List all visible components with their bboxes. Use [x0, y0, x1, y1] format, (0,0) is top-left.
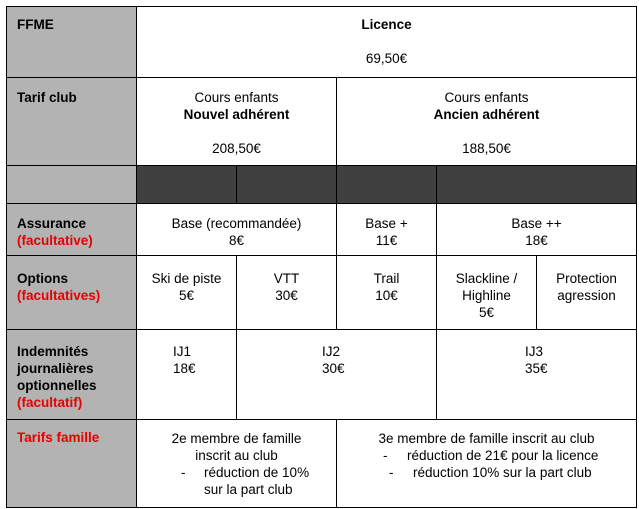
indemnites-line1: Indemnités [17, 344, 89, 359]
famille-second-cell [136, 419, 337, 508]
separator-label-cell [6, 165, 137, 204]
options-note: (facultatives) [17, 288, 101, 303]
nouvel-line2: Nouvel adhérent [183, 107, 290, 122]
option-protection-cell [536, 255, 637, 330]
famille-third-dash1: - [383, 448, 388, 463]
option-protection-name2: agression [557, 288, 616, 303]
assurance-base-plusplus-name: Base ++ [511, 216, 562, 231]
ij1-name: IJ1 [173, 344, 192, 359]
famille-second-line2: inscrit au club [195, 448, 278, 463]
assurance-label: Assurance [17, 216, 87, 231]
famille-second-bullet1b: sur la part club [204, 482, 293, 497]
ffme-label: FFME [17, 17, 54, 32]
option-ski-name: Ski de piste [151, 271, 222, 286]
assurance-base-price: 8€ [228, 233, 245, 248]
ij1-cell [136, 329, 237, 420]
separator-cell-4 [436, 165, 637, 204]
ancien-adherent-cell [336, 77, 637, 166]
tarif-club-label-cell [6, 77, 137, 166]
famille-second-line1: 2e membre de famille [171, 431, 302, 446]
indemnites-line2: journalières [17, 361, 94, 376]
ancien-line2: Ancien adhérent [433, 107, 540, 122]
option-vtt-name: VTT [273, 271, 300, 286]
option-protection-name: Protection [556, 271, 617, 286]
assurance-base-name: Base (recommandée) [171, 216, 302, 231]
assurance-base-cell [136, 203, 337, 256]
assurance-base-plusplus-price: 18€ [525, 233, 548, 248]
assurance-base-plus-name: Base + [365, 216, 408, 231]
ancien-line1: Cours enfants [444, 90, 529, 105]
ij3-price: 35€ [525, 361, 548, 376]
assurance-label-cell [6, 203, 137, 256]
tarif-club-label: Tarif club [17, 90, 77, 105]
indemnites-label-cell [6, 329, 137, 420]
separator-cell-1 [136, 165, 237, 204]
option-trail-cell [336, 255, 437, 330]
option-ski-price: 5€ [178, 288, 195, 303]
ij2-name: IJ2 [322, 344, 341, 359]
assurance-base-plusplus-cell [436, 203, 637, 256]
indemnites-note: (facultatif) [17, 395, 83, 410]
separator-cell-2 [236, 165, 337, 204]
famille-third-bullet1: réduction de 21€ pour la licence [407, 448, 599, 463]
ancien-price: 188,50€ [462, 141, 511, 156]
famille-third-cell [336, 419, 637, 508]
licence-cell [136, 6, 637, 78]
options-label: Options [17, 271, 68, 286]
option-vtt-price: 30€ [275, 288, 298, 303]
assurance-base-plus-cell [336, 203, 437, 256]
licence-price: 69,50€ [365, 51, 408, 66]
option-trail-price: 10€ [375, 288, 398, 303]
ij3-name: IJ3 [525, 344, 544, 359]
famille-second-dash: - [181, 465, 186, 480]
ij2-price: 30€ [322, 361, 345, 376]
famille-second-bullet1: réduction de 10% [204, 465, 310, 480]
ij3-cell [436, 329, 637, 420]
options-label-cell [6, 255, 137, 330]
nouvel-price: 208,50€ [212, 141, 261, 156]
ffme-label-cell [6, 6, 137, 78]
famille-label-cell [6, 419, 137, 508]
nouvel-line1: Cours enfants [194, 90, 279, 105]
licence-title: Licence [361, 17, 412, 32]
famille-third-line1: 3e membre de famille inscrit au club [378, 431, 595, 446]
famille-third-bullet2: réduction 10% sur la part club [413, 465, 592, 480]
ij2-cell [236, 329, 437, 420]
indemnites-line3: optionnelles [17, 378, 97, 393]
option-ski-cell [136, 255, 237, 330]
option-vtt-cell [236, 255, 337, 330]
option-slackline-cell [436, 255, 537, 330]
famille-third-dash2: - [389, 465, 394, 480]
option-slackline-price: 5€ [478, 305, 495, 320]
assurance-note: (facultative) [17, 233, 93, 248]
assurance-base-plus-price: 11€ [375, 233, 398, 248]
option-trail-name: Trail [373, 271, 400, 286]
option-slackline-name2: Highline [462, 288, 511, 303]
option-slackline-name: Slackline / [455, 271, 518, 286]
famille-label: Tarifs famille [17, 430, 100, 445]
ij1-price: 18€ [173, 361, 196, 376]
separator-cell-3 [336, 165, 437, 204]
nouvel-adherent-cell [136, 77, 337, 166]
